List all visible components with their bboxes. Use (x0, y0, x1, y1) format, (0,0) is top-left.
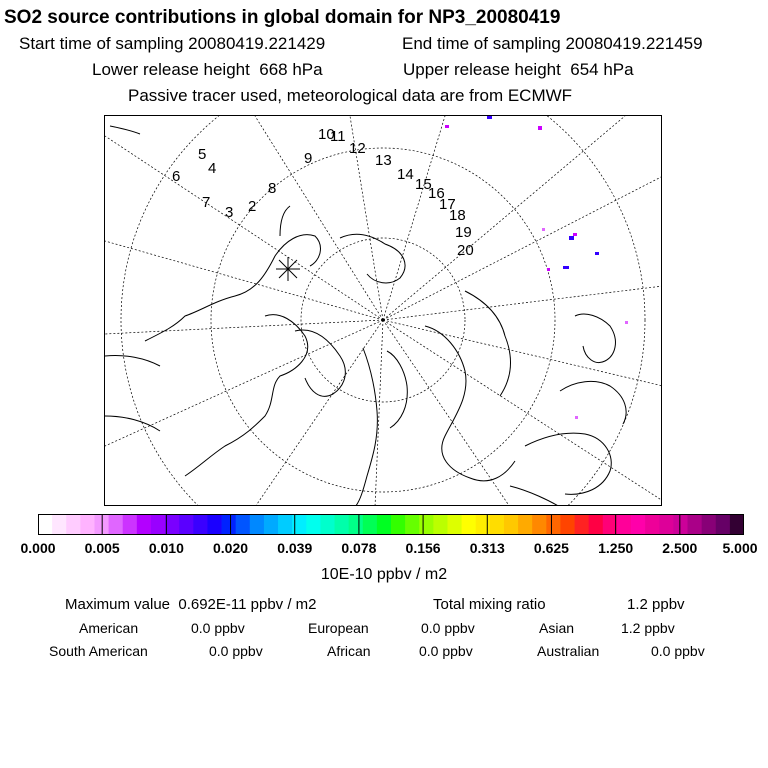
colorbar-cell (236, 514, 251, 535)
colorbar-cell (109, 514, 124, 535)
map-canvas (105, 116, 662, 506)
colorbar-cell (278, 514, 293, 535)
colorbar-cell (589, 514, 604, 535)
trajectory-labels (172, 126, 474, 259)
region-name: Asian (539, 620, 575, 636)
colorbar-cell (222, 514, 237, 535)
meridian (105, 320, 383, 446)
colorbar-tick-label: 0.313 (469, 540, 505, 556)
meridian (105, 320, 383, 334)
region-value: 0.0 ppbv (421, 620, 475, 636)
total-mixing-label: Total mixing ratio (433, 596, 546, 613)
trajectory-label: 16 (428, 185, 445, 202)
plume-patch (595, 252, 599, 255)
colorbar-cell (617, 514, 632, 535)
colorbar-cell (575, 514, 590, 535)
colorbar-cell (546, 514, 561, 535)
colorbar-cell (137, 514, 152, 535)
lower-release-height: Lower release height 668 hPa (92, 60, 323, 79)
trajectory-label: 15 (415, 176, 432, 193)
colorbar-cell (433, 514, 448, 535)
end-time: End time of sampling 20080419.221459 (402, 34, 703, 53)
colorbar-cell (518, 514, 533, 535)
colorbar-cell (730, 514, 744, 535)
colorbar-tick-label: 0.020 (213, 540, 249, 556)
trajectory-label: 6 (172, 168, 181, 185)
trajectory-label: 4 (208, 160, 217, 177)
colorbar-cell (179, 514, 194, 535)
colorbar-cell (349, 514, 364, 535)
colorbar-tick-label: 1.250 (598, 540, 634, 556)
region-value: 0.0 ppbv (209, 643, 263, 659)
total-mixing-value: 1.2 ppbv (627, 596, 685, 613)
colorbar-cell (673, 514, 688, 535)
trajectory-label: 9 (304, 150, 313, 167)
colorbar-cell (151, 514, 166, 535)
trajectory-label: 10 (318, 126, 335, 143)
colorbar-cell (264, 514, 279, 535)
coastlines (105, 126, 626, 506)
polar-map (104, 115, 662, 506)
start-time: Start time of sampling 20080419.221429 (19, 34, 326, 53)
colorbar-cell (419, 514, 434, 535)
plume-patch (542, 228, 545, 231)
colorbar-tick-label: 0.000 (20, 540, 56, 556)
max-value: Maximum value 0.692E-11 ppbv / m2 (65, 596, 317, 613)
colorbar-cell (193, 514, 208, 535)
trajectory-label: 20 (457, 242, 474, 259)
colorbar-cell (38, 514, 53, 535)
plume-patch (487, 116, 492, 119)
colorbar-tick-label: 0.156 (405, 540, 441, 556)
region-value: 1.2 ppbv (621, 620, 675, 636)
trajectory-label: 8 (268, 180, 277, 197)
plume-patch (547, 268, 550, 271)
meridian (383, 116, 445, 320)
colorbar-cell (80, 514, 95, 535)
colorbar-cell (250, 514, 265, 535)
trajectory-label: 7 (202, 194, 211, 211)
region-name: Australian (537, 643, 600, 659)
colorbar-cell (165, 514, 180, 535)
colorbar-tick-label: 0.078 (341, 540, 377, 556)
trajectory-label: 11 (330, 128, 346, 145)
meridian (383, 176, 662, 320)
meridian (383, 116, 625, 320)
colorbar-cell (52, 514, 67, 535)
plume-patch (563, 266, 569, 269)
colorbar-cell (66, 514, 81, 535)
trajectory-label: 12 (349, 140, 366, 157)
colorbar-cell (645, 514, 660, 535)
colorbar-cell (391, 514, 406, 535)
region-value: 0.0 ppbv (419, 643, 473, 659)
colorbar-tick-label: 0.039 (277, 540, 313, 556)
region-value: 0.0 ppbv (191, 620, 245, 636)
plume-patch (575, 416, 578, 419)
trajectory-label: 19 (455, 224, 472, 241)
colorbar-cell (377, 514, 392, 535)
colorbar-cell (716, 514, 731, 535)
trajectory-label: 5 (198, 146, 207, 163)
meridian (383, 320, 662, 386)
plume-patch (445, 125, 449, 128)
colorbar-cell (405, 514, 420, 535)
source-marker-icon (276, 257, 300, 281)
trajectory-label: 18 (449, 207, 466, 224)
upper-release-height: Upper release height 654 hPa (403, 60, 634, 79)
region-value: 0.0 ppbv (651, 643, 705, 659)
tracer-note: Passive tracer used, meteorological data are from ECMWF (128, 86, 573, 105)
colorbar-cell (462, 514, 477, 535)
region-name: American (79, 620, 139, 636)
plume-patch (538, 126, 542, 130)
plume-patch (625, 321, 628, 324)
colorbar-cell (320, 514, 335, 535)
trajectory-label: 17 (439, 196, 456, 213)
meridian (383, 286, 662, 320)
meridian (383, 320, 662, 501)
colorbar-cell (363, 514, 378, 535)
colorbar-cell (447, 514, 462, 535)
colorbar-cell (688, 514, 703, 535)
colorbar-cell (490, 514, 505, 535)
colorbar-tick-label: 5.000 (722, 540, 758, 556)
trajectory-label: 2 (248, 198, 257, 215)
plume-patches (445, 116, 628, 419)
plume-patch (573, 233, 577, 236)
colorbar-cell (631, 514, 646, 535)
latitude-circle-outer (121, 116, 645, 506)
trajectory-label: 14 (397, 166, 414, 183)
region-name: European (308, 620, 369, 636)
meridian (375, 320, 383, 506)
colorbar-cell (659, 514, 674, 535)
colorbar-tick-label: 0.005 (84, 540, 120, 556)
colorbar-cell (560, 514, 575, 535)
colorbar-cell (476, 514, 491, 535)
colorbar-cell (702, 514, 717, 535)
meridian (105, 241, 383, 320)
trajectory-label: 13 (375, 152, 392, 169)
colorbar-cell (504, 514, 519, 535)
colorbar-cell (123, 514, 138, 535)
colorbar-tick-label: 0.625 (533, 540, 569, 556)
plume-patch (569, 236, 574, 240)
colorbar-tick-label: 2.500 (662, 540, 698, 556)
map-title: SO2 source contributions in global domain for NP3_20080419 (4, 7, 561, 28)
region-name: African (327, 643, 371, 659)
colorbar-cell (335, 514, 350, 535)
colorbar (38, 514, 744, 535)
colorbar-cell (306, 514, 321, 535)
meridian (383, 320, 510, 506)
colorbar-tick-label: 0.010 (148, 540, 184, 556)
region-name: South American (49, 643, 148, 659)
colorbar-unit: 10E-10 ppbv / m2 (320, 566, 448, 583)
meridian (255, 320, 383, 506)
colorbar-cell (532, 514, 547, 535)
trajectory-label: 3 (225, 204, 234, 221)
colorbar-cell (207, 514, 222, 535)
graticule (105, 116, 662, 506)
